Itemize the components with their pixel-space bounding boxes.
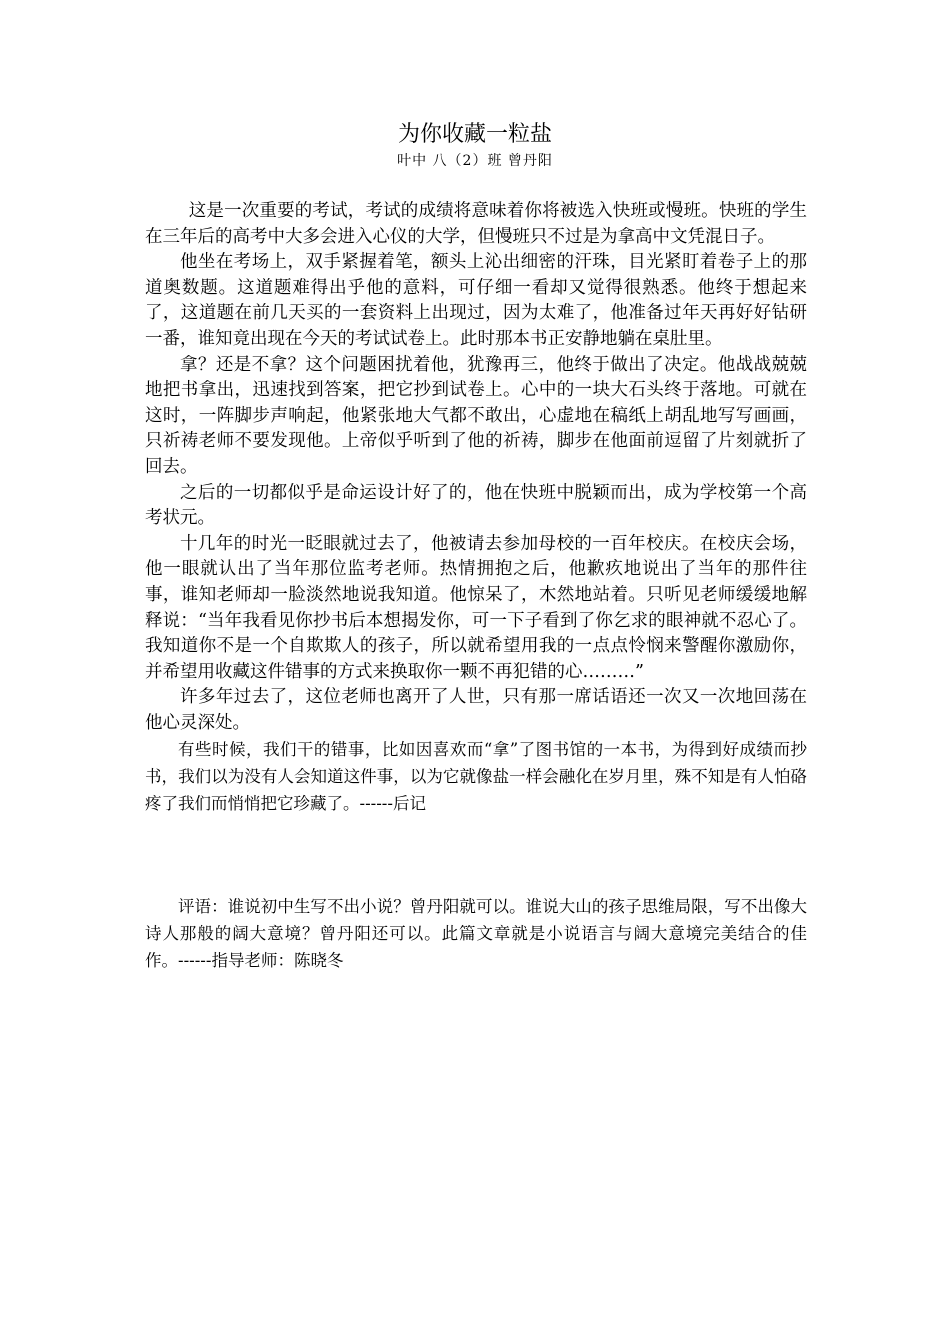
paragraph: 之后的一切都似乎是命运设计好了的，他在快班中脱颖而出，成为学校第一个高考状元。 (145, 482, 807, 529)
paragraph: 拿？还是不拿？这个问题困扰着他，犹豫再三，他终于做出了决定。他战战兢兢地把书拿出，迅速找到答案，把它抄到试卷上。心中的一块大石头终于落地。可就在这时，一阵脚步声响起，他紧张地大气都不敢出，心虚地在稿纸上胡乱地写写画画，只祈祷老师不要发现他。上帝似乎听到了他的祈祷，脚步在他面前逗留了片刻就折了回去。 (145, 354, 807, 477)
author-byline: 叶中 八（2）班 曾丹阳 (397, 153, 553, 169)
paragraph: 许多年过去了，这位老师也离开了人世，只有那一席话语还一次又一次地回荡在他心灵深处。 (145, 687, 807, 733)
essay-title: 为你收藏一粒盐 (397, 122, 552, 147)
teacher-comment: 评语：谁说初中生写不出小说？曾丹阳就可以。谁说大山的孩子思维局限，写不出像大诗人那般的阔大意境？曾丹阳还可以。此篇文章就是小说语言与阔大意境完美结合的佳作。------指导老师：陈晓冬 (145, 897, 807, 970)
afterword-paragraph: 有些时候，我们干的错事，比如因喜欢而“拿”了图书馆的一本书，为得到好成绩而抄书，我们以为没有人会知道这件事，以为它就像盐一样会融化在岁月里，殊不知是有人怕硌疼了我们而悄悄把它珍藏了。------后记 (145, 740, 807, 814)
paragraph: 他坐在考场上，双手紧握着笔，额头上沁出细密的汗珠，目光紧盯着卷子上的那道奥数题。这道题难得出乎他的意料，可仔细一看却又觉得很熟悉。他终于想起来了，这道题在前几天买的一套资料上出现过，因为太难了，他准备过年天再好好钻研一番，谁知竟出现在今天的考试试卷上。此时那本书正安静地躺在桌肚里。 (145, 252, 807, 349)
paragraph: 这是一次重要的考试，考试的成绩将意味着你将被选入快班或慢班。快班的学生在三年后的高考中大多会进入心仪的大学，但慢班只不过是为拿高中文凭混日子。 (145, 201, 807, 247)
essay-body (145, 199, 807, 817)
paragraph: 十几年的时光一眨眼就过去了，他被请去参加母校的一百年校庆。在校庆会场，他一眼就认出了当年那位监考老师。热情拥抱之后，他歉疚地说出了当年的那件往事，谁知老师却一脸淡然地说我知道。他惊呆了，木然地站着。只听见老师缓缓地解释说：“当年我看见你抄书后本想揭发你，可一下子看到了你乞求的眼神就不忍心了。我知道你不是一个自欺欺人的孩子，所以就希望用我的一点点怜悯来警醒你激励你，并希望用收藏这件错事的方式来换取你一颗不再犯错的心………” (145, 533, 807, 682)
